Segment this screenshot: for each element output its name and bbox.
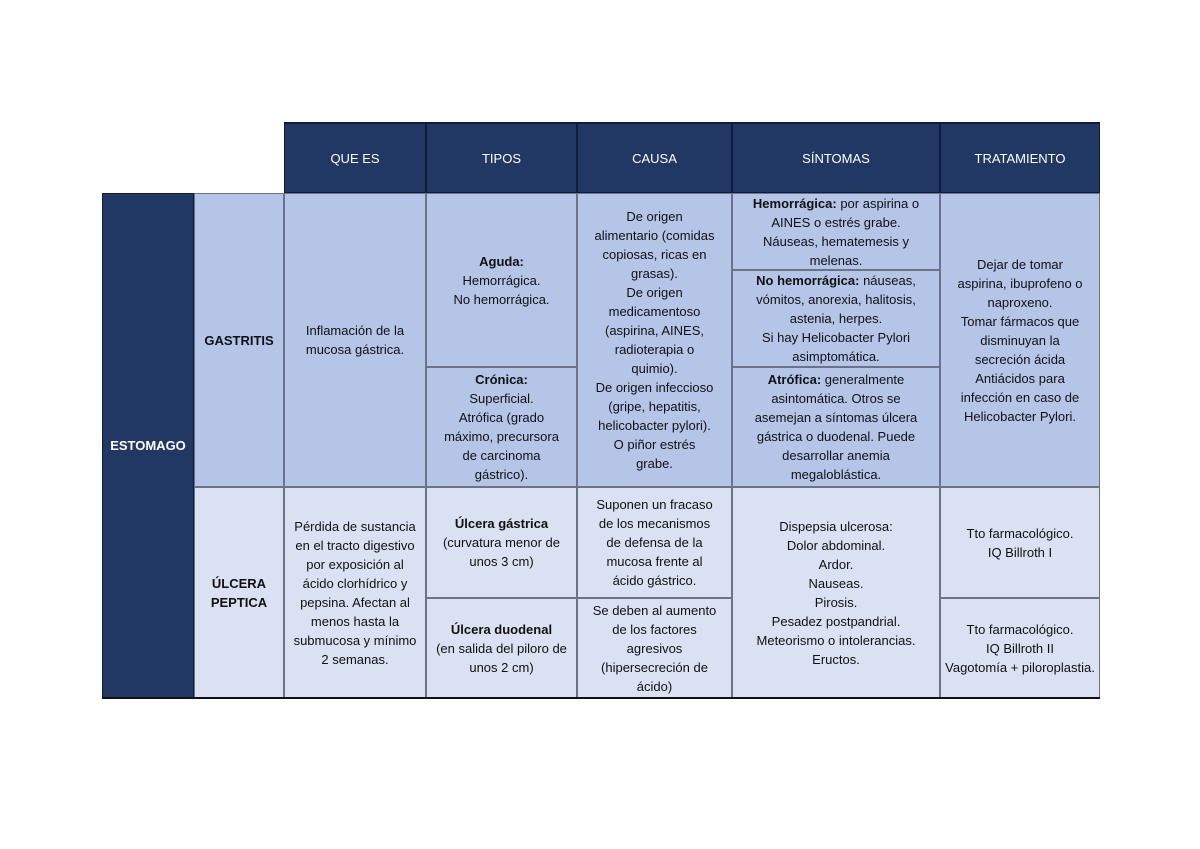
tratamiento-gastrica-line: Tto farmacológico. — [966, 525, 1074, 541]
ulcera-causa-gastrica — [577, 487, 732, 598]
ulcera-tratamiento-duodenal — [940, 598, 1100, 698]
tratamiento-duodenal-line: Vagotomía + piloroplastia. — [945, 659, 1095, 675]
gastritis-label: GASTRITIS — [204, 332, 274, 348]
ulcera-sintoma-line: Dolor abdominal. — [786, 537, 886, 553]
ulcera-sintoma-line: Ardor. — [818, 556, 854, 572]
organ-label: ESTOMAGO — [110, 438, 186, 453]
organ-cell — [102, 193, 194, 698]
tratamiento-duodenal-line: IQ Billroth II — [986, 640, 1054, 656]
tipo-cronica-line: Atrófica (grado máximo, precursora de carcinoma gástrico). — [444, 410, 559, 482]
sintoma-no-hemorragica-extra: Si hay Helicobacter Pylori asimptomática. — [761, 330, 911, 364]
causa-line: De origen medicamentoso (aspirina, AINES, radioterapia o quimio). — [605, 285, 704, 376]
tipo-cronica-line: Superficial. — [469, 391, 534, 406]
sintoma-atrofica-label: Atrófica: — [767, 372, 822, 387]
tratamiento-line: Antiácidos para infección en caso de Helicobacter Pylori. — [960, 370, 1080, 424]
tratamiento-gastrica-line: IQ Billroth I — [987, 544, 1053, 560]
ulcera-tratamiento-gastrica — [940, 487, 1100, 598]
tipo-aguda-line: No hemorrágica. — [453, 291, 550, 307]
causa-gastrica-text: Suponen un fracaso de los mecanismos de defensa de la mucosa frente al ácido gástrico. — [596, 497, 713, 588]
tipo-aguda-line: Hemorrágica. — [462, 272, 541, 288]
sintoma-hemorragica — [732, 193, 940, 270]
gastritis-que-es-text: Inflamación de la mucosa gástrica. — [305, 323, 405, 357]
sintoma-hemorragica-extra: Náuseas, hematemesis y melenas. — [763, 233, 909, 268]
tratamiento-duodenal-line: Tto farmacológico. — [966, 621, 1074, 637]
ulcera-causa-duodenal — [577, 598, 732, 698]
sintoma-hemorragica-text: por aspirina o AINES o estrés grabe. — [771, 195, 920, 230]
ulcera-sintoma-line: Eructos. — [812, 651, 860, 667]
gastritis-que-es — [284, 193, 426, 487]
gastritis-name — [194, 193, 284, 487]
header-tratamiento: TRATAMIENTO — [940, 123, 1100, 193]
sintoma-no-hemorragica-main — [743, 271, 929, 328]
gastritis-causa — [577, 193, 732, 487]
sintoma-atrofica — [732, 367, 940, 487]
sintoma-no-hemorragica-label: No hemorrágica: — [756, 273, 860, 288]
causa-line: De origen alimentario (comidas copiosas, ricas en grasas). — [594, 209, 715, 281]
ulcera-sintomas — [732, 487, 940, 698]
gastritis-tratamiento — [940, 193, 1100, 487]
tipo-cronica-title: Crónica: — [475, 372, 528, 387]
sintoma-hemorragica-label: Hemorrágica: — [752, 195, 837, 211]
ulcera-tipo-duodenal — [426, 598, 577, 698]
ulcera-label-line2: PEPTICA — [210, 594, 268, 610]
sintoma-atrofica-main — [743, 370, 929, 484]
ulcera-sintoma-line: Dispepsia ulcerosa: — [779, 518, 893, 534]
tipo-duodenal-text: (en salida del piloro de unos 2 cm) — [436, 640, 567, 675]
header-causa: CAUSA — [577, 123, 732, 193]
ulcera-que-es-text: Pérdida de sustancia en el tracto digestivo por exposición al ácido clorhídrico y pepsina. Afectan al menos hasta la submucosa y mínimo 2 semanas. — [293, 518, 417, 667]
header-que-es: QUE ES — [284, 123, 426, 193]
sintoma-no-hemorragica-text: náuseas, vómitos, anorexia, halitosis, astenia, herpes. — [756, 273, 916, 326]
causa-line: O piñor estrés grabe. — [613, 437, 696, 471]
ulcera-sintoma-line: Nauseas. — [808, 575, 864, 591]
gastritis-tipo-cronica — [426, 367, 577, 487]
sintoma-hemorragica-main — [743, 194, 929, 232]
table-bottom-border — [102, 697, 1100, 699]
ulcera-sintoma-line: Pirosis. — [814, 594, 858, 610]
sintoma-atrofica-text: generalmente asintomática. Otros se asemejan a síntomas úlcera gástrica o duodenal. Puede desarrollar anemia megaloblástica. — [754, 372, 918, 482]
gastritis-tipo-aguda — [426, 193, 577, 367]
ulcera-que-es — [284, 487, 426, 698]
header-tipos: TIPOS — [426, 123, 577, 193]
sintoma-no-hemorragica — [732, 270, 940, 367]
ulcera-tipo-gastrica — [426, 487, 577, 598]
tipo-aguda-title: Aguda: — [479, 253, 524, 269]
tipo-duodenal-title: Úlcera duodenal — [450, 621, 553, 637]
ulcera-sintoma-line: Pesadez postpandrial. — [771, 613, 901, 629]
tratamiento-line: Tomar fármacos que disminuyan la secreción ácida — [960, 313, 1080, 367]
tipo-gastrica-text: (curvatura menor de unos 3 cm) — [442, 535, 561, 569]
ulcera-sintoma-line: Meteorismo o intolerancias. — [756, 632, 916, 648]
tratamiento-line: Dejar de tomar aspirina, ibuprofeno o naproxeno. — [957, 256, 1083, 310]
ulcera-name — [194, 487, 284, 698]
ulcera-label-line1: ÚLCERA — [211, 575, 267, 591]
causa-duodenal-text: Se deben al aumento de los factores agresivos (hipersecreción de ácido) — [592, 602, 717, 694]
header-sintomas: SÍNTOMAS — [732, 123, 940, 193]
causa-line: De origen infeccioso (gripe, hepatitis, helicobacter pylori). — [595, 380, 714, 433]
tipo-gastrica-title: Úlcera gástrica — [454, 516, 549, 531]
